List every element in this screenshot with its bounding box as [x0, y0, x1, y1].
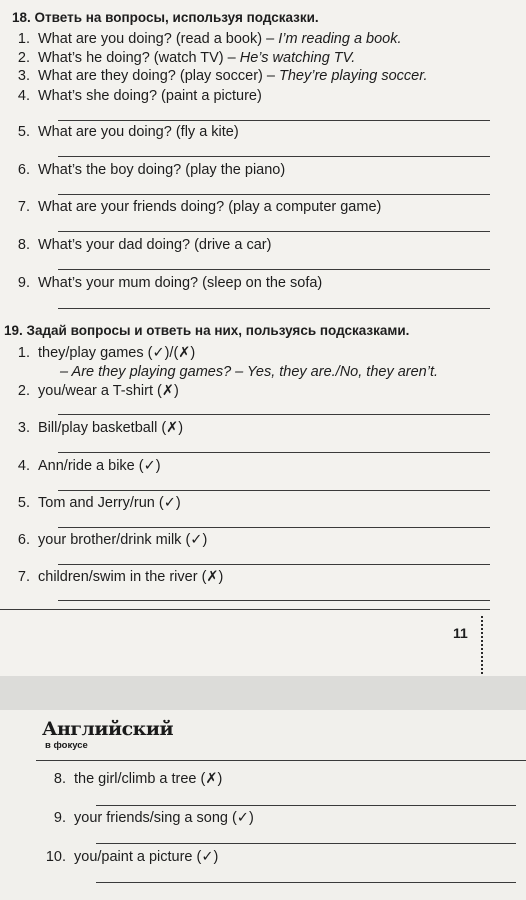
item-number: 2. — [17, 383, 30, 399]
item-prompt: children/swim in the river (✗) — [38, 569, 224, 585]
page-number: 11 — [453, 625, 468, 641]
item-prompt: they/play games (✓)/(✗) — [38, 345, 196, 361]
item-number: 6. — [17, 532, 30, 548]
answer-line — [58, 600, 490, 601]
exercise-19-item-5 — [6, 495, 181, 511]
item-question: What’s the boy doing? (play the piano) — [38, 162, 286, 178]
item-prompt: the girl/climb a tree (✗) — [74, 771, 223, 787]
item-prompt: you/wear a T-shirt (✗) — [38, 383, 179, 399]
exercise-18-item-1 — [6, 31, 402, 47]
answer-line — [58, 527, 490, 528]
answer-line — [58, 414, 490, 415]
item-question: What are your friends doing? (play a computer game) — [38, 199, 382, 215]
item-question: What are you doing? (read a book) – — [38, 31, 279, 47]
header-rule — [36, 760, 526, 761]
item-answer: I’m reading a book. — [278, 31, 402, 47]
answer-line — [58, 452, 490, 453]
exercise-18-item-2 — [6, 50, 355, 66]
exercise-19-item-1 — [6, 345, 195, 361]
answer-line — [96, 843, 516, 844]
page-gap — [0, 676, 526, 710]
cut-line — [481, 616, 483, 674]
page-bottom-rule — [0, 609, 490, 610]
item-prompt: you/paint a picture (✓) — [74, 849, 219, 865]
item-question: What’s she doing? (paint a picture) — [38, 88, 262, 104]
answer-line — [58, 231, 490, 232]
exercise-18-item-6 — [6, 162, 285, 178]
item-number: 6. — [17, 162, 30, 178]
item-prompt: Bill/play basketball (✗) — [38, 420, 184, 436]
item-prompt: Tom and Jerry/run (✓) — [38, 495, 181, 511]
item-number: 1. — [17, 31, 30, 47]
answer-line — [96, 882, 516, 883]
exercise-18-item-7 — [6, 199, 381, 215]
item-prompt: your brother/drink milk (✓) — [38, 532, 208, 548]
item-number: 7. — [17, 569, 30, 585]
exercise-18-heading: 18. Ответь на вопросы, используя подсказки. — [12, 10, 319, 25]
item-number: 9. — [53, 810, 66, 826]
item-answer: He’s watching TV. — [239, 50, 356, 66]
exercise-18-item-4 — [6, 88, 262, 104]
item-number: 3. — [17, 68, 30, 84]
item-question: What’s your mum doing? (sleep on the sofa) — [38, 275, 323, 291]
item-question: What’s your dad doing? (drive a car) — [38, 237, 272, 253]
answer-line — [58, 269, 490, 270]
exercise-19-item-8 — [42, 771, 222, 787]
answer-line — [58, 120, 490, 121]
item-question: What’s he doing? (watch TV) – — [38, 50, 240, 66]
item-prompt: your friends/sing a song (✓) — [74, 810, 254, 826]
item-number: 9. — [17, 275, 30, 291]
answer-line — [58, 156, 490, 157]
exercise-18-item-9 — [6, 275, 322, 291]
answer-line — [58, 308, 490, 309]
item-number: 8. — [17, 237, 30, 253]
item-number: 5. — [17, 495, 30, 511]
answer-line — [58, 490, 490, 491]
exercise-18-item-3 — [6, 68, 428, 84]
item-number: 1. — [17, 345, 30, 361]
exercise-19-item-3 — [6, 420, 183, 436]
logo: Английский — [42, 718, 174, 740]
exercise-19-heading: 19. Задай вопросы и ответь на них, пользуясь подсказками. — [4, 323, 410, 338]
logo-subtitle: в фокусе — [45, 740, 88, 751]
item-answer: They’re playing soccer. — [278, 68, 428, 84]
item-number: 5. — [17, 124, 30, 140]
item-number: 2. — [17, 50, 30, 66]
exercise-19-item-2 — [6, 383, 179, 399]
item-number: 4. — [17, 458, 30, 474]
exercise-19-item-6 — [6, 532, 207, 548]
answer-line — [58, 194, 490, 195]
item-number: 7. — [17, 199, 30, 215]
item-number: 10. — [45, 849, 66, 865]
item-number: 4. — [17, 88, 30, 104]
item-question: What are you doing? (fly a kite) — [38, 124, 239, 140]
exercise-19-item-9 — [42, 810, 254, 826]
answer-line — [58, 564, 490, 565]
exercise-19-item-4 — [6, 458, 161, 474]
item-number: 3. — [17, 420, 30, 436]
exercise-19-item-10 — [42, 849, 218, 865]
item-prompt: Ann/ride a bike (✓) — [38, 458, 161, 474]
exercise-18-item-5 — [6, 124, 239, 140]
item-number: 8. — [53, 771, 66, 787]
example-answer: – Are they playing games? – Yes, they are./No, they aren’t. — [60, 364, 439, 380]
exercise-19-item-7 — [6, 569, 223, 585]
exercise-18-item-8 — [6, 237, 271, 253]
answer-line — [96, 805, 516, 806]
item-question: What are they doing? (play soccer) – — [38, 68, 279, 84]
